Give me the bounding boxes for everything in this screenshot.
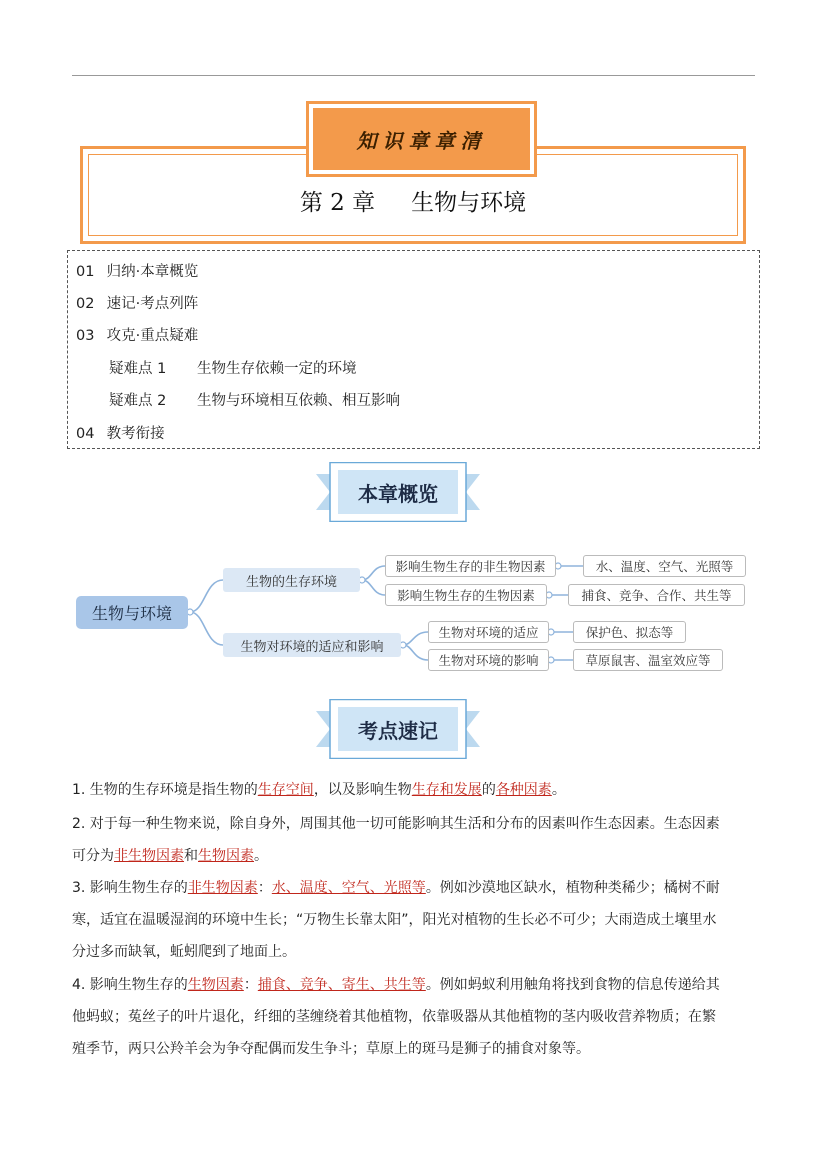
overview-banner-label: 本章概览 (358, 481, 438, 506)
point-highlight: 水、温度、空气、光照等 (271, 880, 426, 896)
point-text: 。例如沙漠地区缺水，植物种类稀少；橘树不耐 (425, 880, 720, 896)
point-text: 和 (184, 848, 198, 864)
title-tab-label: 知识章章清 (356, 128, 487, 153)
point-text: 。 (254, 848, 268, 864)
mindmap-leaf-adapt: 保护色、拟态等 (573, 621, 686, 643)
point-line (72, 969, 755, 1001)
chapter-number: 第 2 章 (299, 190, 376, 216)
toc-item-label: 归纳·本章概览 (106, 264, 199, 280)
point-line: 他蚂蚁；菟丝子的叶片退化，纤细的茎缠绕着其他植物，依靠吸器从其他植物的茎内吸收营养物质；在繁 (72, 1009, 716, 1025)
point-text: ，以及影响生物 (313, 782, 412, 798)
point-highlight: 生存空间 (257, 782, 314, 798)
toc-subitem-label: 疑难点 2 (109, 393, 167, 409)
toc-subitem-label: 疑难点 1 (109, 361, 167, 377)
point-text: 的 (481, 782, 496, 798)
toc-item-label: 教考衔接 (106, 426, 165, 442)
toc-item-number: 03 (76, 328, 95, 344)
toc-item-label: 攻克·重点疑难 (106, 328, 199, 344)
point-line (72, 840, 755, 872)
point-line: 殖季节，两只公羚羊会为争夺配偶而发生争斗；草原上的斑马是狮子的捕食对象等。 (72, 1041, 590, 1057)
point-text: ： (243, 977, 258, 993)
mindmap-node-influence: 生物对环境的影响 (428, 649, 549, 671)
point-highlight: 生物因素 (187, 977, 244, 993)
mindmap-leaf-abiotic: 水、温度、空气、光照等 (583, 555, 746, 577)
toc-item-number: 02 (76, 296, 95, 312)
toc-subitem-text: 生物生存依赖一定的环境 (197, 361, 357, 377)
point-4 (72, 969, 755, 1065)
point-text: 可分为 (72, 848, 114, 864)
point-text: ： (257, 880, 272, 896)
point-text: 1. 生物的生存环境是指生物的 (72, 782, 258, 798)
mindmap-node-adapt: 生物对环境的适应 (428, 621, 549, 643)
mindmap-leaf-influence: 草原鼠害、温室效应等 (573, 649, 723, 671)
toc-item-label: 速记·考点列阵 (106, 296, 199, 312)
chapter-name: 生物与环境 (411, 190, 527, 216)
mindmap-branch-environment: 生物的生存环境 (223, 568, 360, 592)
point-text: 。例如蚂蚁利用触角将找到食物的信息传递给其 (425, 977, 720, 993)
point-highlight: 生存和发展 (411, 782, 482, 798)
point-3 (72, 872, 755, 968)
point-line: 2. 对于每一种生物来说，除自身外，周围其他一切可能影响其生活和分布的因素叫作生态因素。生态因素 (72, 816, 720, 832)
point-highlight: 各种因素 (495, 782, 552, 798)
toc-subitem-text: 生物与环境相互依赖、相互影响 (197, 393, 400, 409)
point-line (72, 872, 755, 904)
point-line: 分过多而缺氧，蚯蚓爬到了地面上。 (72, 944, 296, 960)
toc-item-number: 01 (76, 264, 95, 280)
point-text: 。 (551, 782, 566, 798)
point-text: 4. 影响生物生存的 (72, 977, 188, 993)
point-highlight: 非生物因素 (114, 848, 184, 864)
point-highlight: 生物因素 (198, 848, 254, 864)
mindmap-root: 生物与环境 (76, 596, 188, 629)
keypoints-banner-label: 考点速记 (358, 718, 438, 743)
point-1 (72, 774, 755, 806)
point-2 (72, 808, 755, 872)
point-highlight: 捕食、竞争、寄生、共生等 (257, 977, 426, 993)
mindmap-node-abiotic: 影响生物生存的非生物因素 (385, 555, 556, 577)
toc-item-number: 04 (76, 426, 95, 442)
point-highlight: 非生物因素 (187, 880, 258, 896)
point-text: 3. 影响生物生存的 (72, 880, 188, 896)
mindmap-leaf-biotic: 捕食、竞争、合作、共生等 (568, 584, 745, 606)
mindmap-branch-adaptation: 生物对环境的适应和影响 (223, 633, 401, 657)
point-line: 寒，适宜在温暖湿润的环境中生长；“万物生长靠太阳”，阳光对植物的生长必不可少；大雨造成土壤里水 (72, 912, 717, 928)
keypoints-banner (316, 699, 480, 759)
mindmap-node-biotic: 影响生物生存的生物因素 (385, 584, 547, 606)
